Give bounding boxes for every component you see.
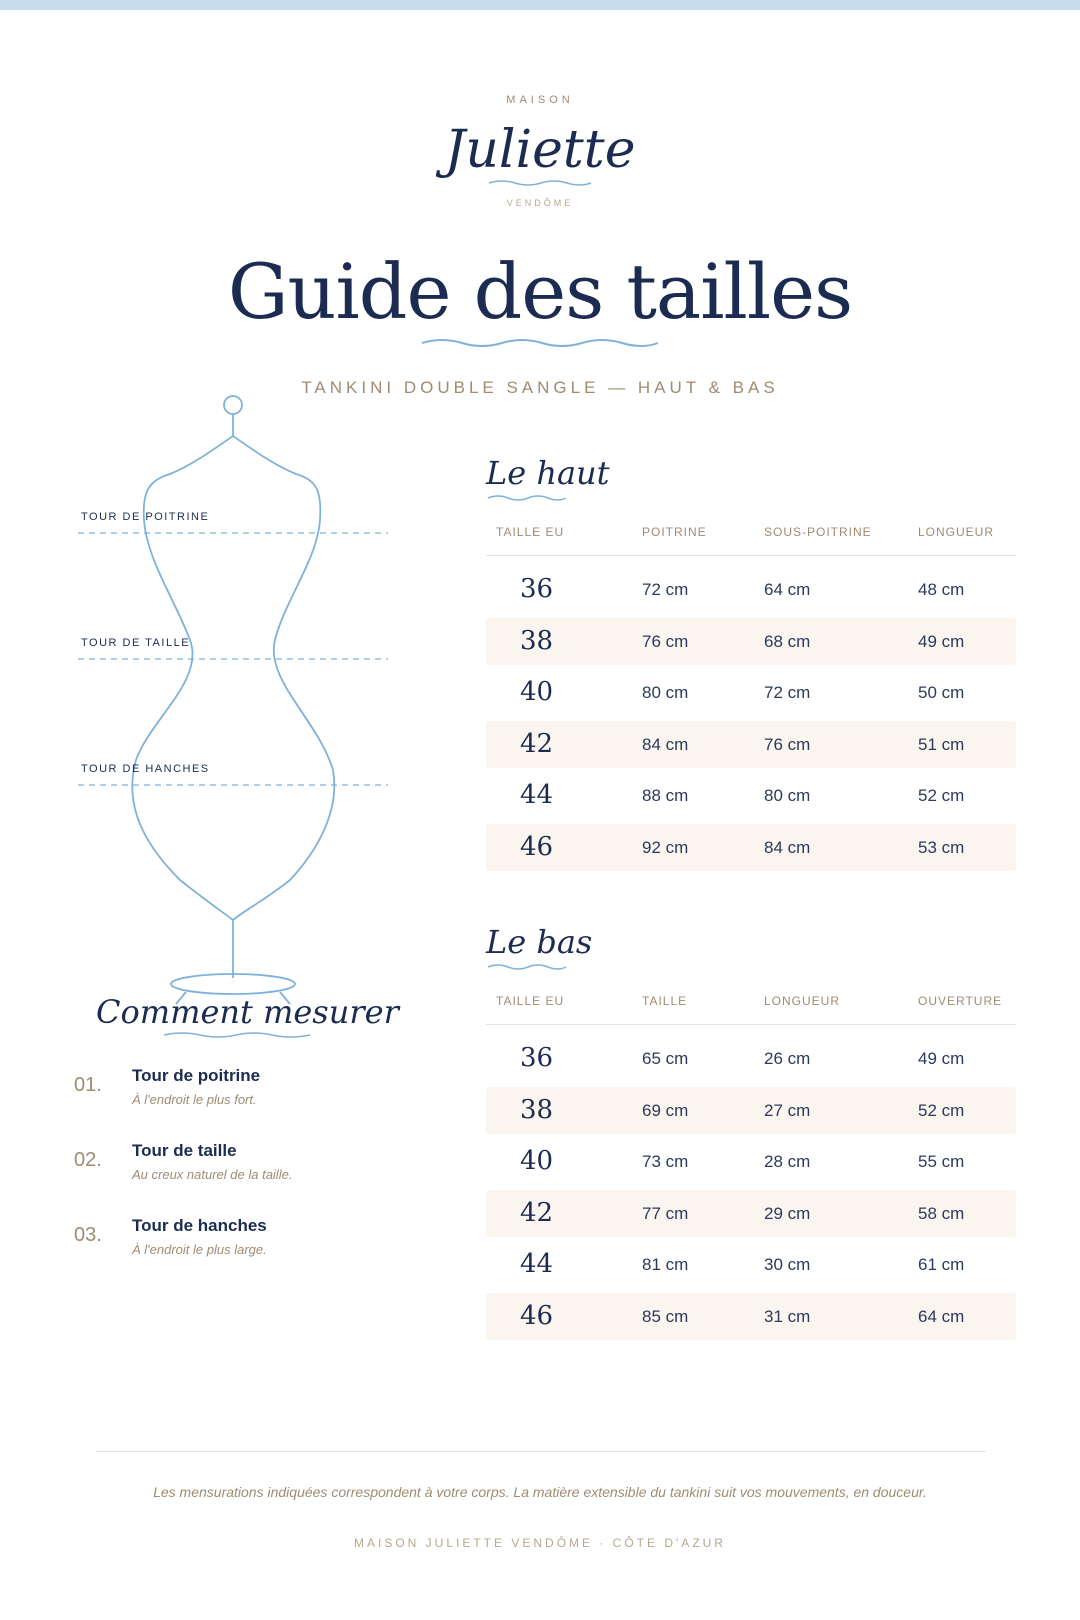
value-cell: 80 cm <box>764 786 811 805</box>
table-row <box>486 824 1016 871</box>
value-cell: 88 cm <box>642 786 689 805</box>
table-header <box>486 976 1016 1025</box>
step-name: Tour de poitrine <box>132 1066 261 1085</box>
brand-wave-icon <box>487 178 593 188</box>
value-cell: 76 cm <box>642 631 689 651</box>
value-cell: 53 cm <box>918 837 965 857</box>
howto-wave-icon <box>162 1030 312 1040</box>
step-note: Au creux naturel de la taille. <box>132 1167 293 1182</box>
value-cell: 49 cm <box>918 631 965 651</box>
mannequin-figure <box>0 390 440 1010</box>
table-row <box>486 1293 1016 1340</box>
haut-size-table <box>486 507 1016 875</box>
value-cell: 52 cm <box>918 1100 965 1120</box>
table-row <box>486 1241 1016 1288</box>
column-header: TAILLE EU <box>496 525 565 539</box>
table-row <box>486 1190 1016 1237</box>
value-cell: 55 cm <box>918 1152 965 1171</box>
bas-size-table <box>486 976 1016 1344</box>
value-cell: 52 cm <box>918 786 965 805</box>
value-cell: 48 cm <box>918 580 965 599</box>
haut-section-title: Le haut <box>486 454 610 492</box>
step-name: Tour de taille <box>132 1141 237 1160</box>
column-header: LONGUEUR <box>764 994 841 1008</box>
column-header: LONGUEUR <box>918 525 995 539</box>
value-cell: 31 cm <box>764 1306 811 1326</box>
size-cell: 40 <box>520 1146 554 1176</box>
brand-top-text: MAISON <box>506 94 574 106</box>
value-cell: 84 cm <box>764 837 811 857</box>
hips-label: TOUR DE HANCHES <box>81 763 210 775</box>
column-header: POITRINE <box>642 525 707 539</box>
value-cell: 51 cm <box>918 734 965 754</box>
value-cell: 80 cm <box>642 683 689 702</box>
value-cell: 69 cm <box>642 1100 689 1120</box>
size-cell: 38 <box>520 625 554 656</box>
page-subtitle: TANKINI DOUBLE SANGLE — HAUT & BAS <box>301 378 779 397</box>
value-cell: 28 cm <box>764 1152 811 1171</box>
column-header: SOUS-POITRINE <box>764 525 872 539</box>
size-cell: 36 <box>520 1043 554 1073</box>
mannequin-outline <box>132 396 334 1004</box>
table-row <box>486 618 1016 665</box>
size-cell: 36 <box>520 574 554 604</box>
size-cell: 40 <box>520 677 554 707</box>
footer-brand: MAISON JULIETTE VENDÔME · CÔTE D'AZUR <box>354 1536 726 1550</box>
size-cell: 46 <box>520 1300 554 1331</box>
value-cell: 84 cm <box>642 734 689 754</box>
bas-section-title: Le bas <box>486 923 593 961</box>
value-cell: 92 cm <box>642 837 689 857</box>
value-cell: 50 cm <box>918 683 965 702</box>
table-row <box>486 721 1016 768</box>
chest-label: TOUR DE POITRINE <box>81 511 210 523</box>
value-cell: 76 cm <box>764 734 811 754</box>
bas-wave-icon <box>486 962 568 972</box>
table-row <box>486 566 1016 613</box>
value-cell: 61 cm <box>918 1255 965 1274</box>
table-row <box>486 1035 1016 1082</box>
value-cell: 68 cm <box>764 631 811 651</box>
value-cell: 77 cm <box>642 1203 689 1223</box>
table-header <box>486 507 1016 556</box>
table-row <box>486 1087 1016 1134</box>
page-title: Guide des tailles <box>227 247 853 336</box>
step-number: 02. <box>74 1149 102 1171</box>
value-cell: 72 cm <box>764 683 811 702</box>
mannequin-hook-icon <box>224 396 242 414</box>
size-cell: 44 <box>520 1249 554 1279</box>
table-row <box>486 1138 1016 1185</box>
value-cell: 27 cm <box>764 1100 811 1120</box>
column-header: TAILLE <box>642 994 688 1008</box>
value-cell: 29 cm <box>764 1203 811 1223</box>
column-header: TAILLE EU <box>496 994 565 1008</box>
column-header: OUVERTURE <box>918 994 1003 1008</box>
haut-wave-icon <box>486 493 568 503</box>
value-cell: 64 cm <box>918 1306 965 1326</box>
brand-logo-name: Juliette <box>444 120 636 180</box>
step-number: 01. <box>74 1074 102 1096</box>
value-cell: 85 cm <box>642 1306 689 1326</box>
size-cell: 38 <box>520 1094 554 1125</box>
step-note: À l'endroit le plus large. <box>132 1242 267 1257</box>
step-number: 03. <box>74 1224 102 1246</box>
value-cell: 58 cm <box>918 1203 965 1223</box>
value-cell: 72 cm <box>642 580 689 599</box>
title-wave-icon <box>420 336 660 350</box>
value-cell: 73 cm <box>642 1152 689 1171</box>
step-name: Tour de hanches <box>132 1216 267 1235</box>
waist-label: TOUR DE TAILLE <box>81 637 191 649</box>
size-cell: 42 <box>520 728 554 759</box>
value-cell: 26 cm <box>764 1049 811 1068</box>
size-cell: 44 <box>520 780 554 810</box>
size-cell: 42 <box>520 1197 554 1228</box>
footer-divider <box>96 1451 986 1452</box>
step-note: À l'endroit le plus fort. <box>132 1092 257 1107</box>
top-accent-bar <box>0 0 1080 10</box>
size-cell: 46 <box>520 831 554 862</box>
value-cell: 49 cm <box>918 1049 965 1068</box>
howto-title: Comment mesurer <box>96 993 399 1031</box>
table-row <box>486 772 1016 819</box>
value-cell: 64 cm <box>764 580 811 599</box>
value-cell: 81 cm <box>642 1255 689 1274</box>
table-row <box>486 669 1016 716</box>
value-cell: 65 cm <box>642 1049 689 1068</box>
footer-note: Les mensurations indiquées correspondent à votre corps. La matière extensible du tankini suit vos mouvements, en douceur. <box>153 1484 927 1500</box>
brand-sub-text: VENDÔME <box>506 198 574 208</box>
value-cell: 30 cm <box>764 1255 811 1274</box>
